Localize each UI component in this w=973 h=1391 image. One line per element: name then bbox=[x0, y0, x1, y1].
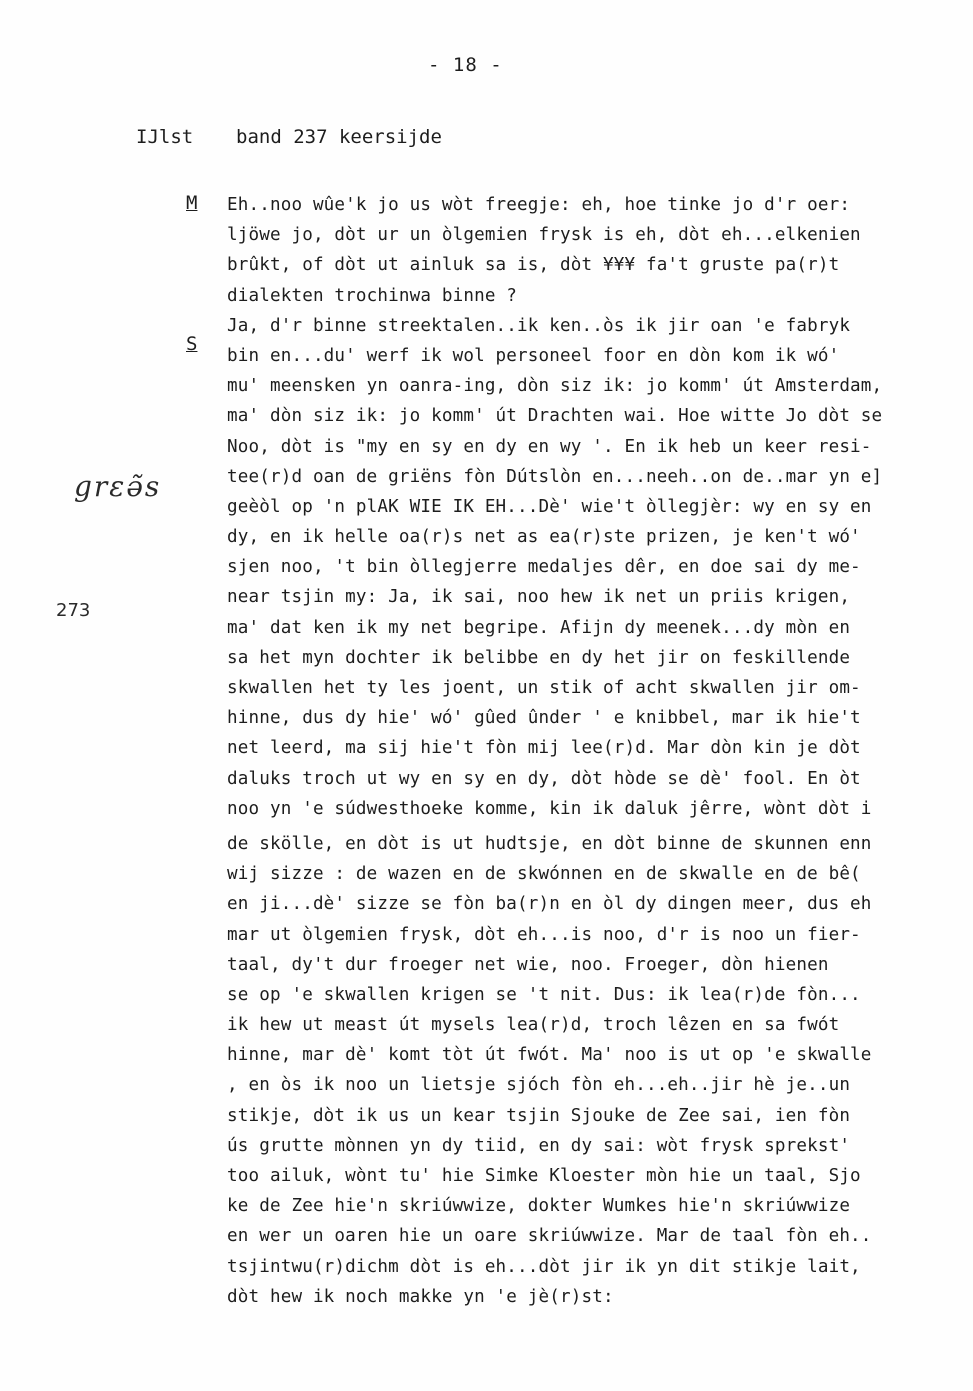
transcript-line: tee(r)d oan de griëns fòn Dútslòn en...neeh..on de..mar yn e] bbox=[227, 466, 883, 487]
transcript-line: brûkt, of dòt ut ainluk sa is, dòt ¥¥¥ fa't gruste pa(r)t bbox=[227, 255, 840, 276]
transcript-line: dòt hew ik noch makke yn 'e jè(r)st: bbox=[227, 1286, 614, 1307]
transcript-line: taal, dy't dur froeger net wie, noo. Froeger, dòn hienen bbox=[227, 954, 829, 975]
transcript-line: en ji...dè' sizze se fòn ba(r)n en òl dy dingen meer, dus eh bbox=[227, 894, 872, 915]
transcript-line: ma' dòn siz ik: jo komm' út Drachten wai. Hoe witte Jo dòt se bbox=[227, 406, 883, 427]
transcript-line: net leerd, ma sij hie't fòn mij lee(r)d. Mar dòn kin je dòt bbox=[227, 738, 861, 759]
transcript-line: too ailuk, wònt tu' hie Simke Kloester mòn hie un taal, Sjo bbox=[227, 1166, 861, 1186]
transcript-line: sjen noo, 't bin òllegjerre medaljes dêr, en doe sai dy me- bbox=[227, 557, 861, 578]
transcript-line: wij sizze : de wazen en de skwónnen en de skwalle en de bê( bbox=[227, 864, 861, 885]
transcript-line: bin en...du' werf ik wol personeel foor en dòn kom ik wó' bbox=[227, 345, 840, 366]
transcript-line: mar ut òlgemien frysk, dòt eh...is noo, d'r is noo un fier- bbox=[227, 924, 861, 945]
transcript-line: hinne, mar dè' komt tòt út fwót. Ma' noo is ut op 'e skwalle bbox=[227, 1045, 872, 1066]
transcript-line: dialekten trochinwa binne ? bbox=[227, 285, 518, 306]
transcript-line: Ja, d'r binne streektalen..ik ken..òs ik jir oan 'e fabryk bbox=[227, 315, 851, 336]
transcript-line: ke de Zee hie'n skriúwwize, dokter Wumkes hie'n skriúwwize bbox=[227, 1196, 851, 1217]
margin-handwritten-word: grεə̃s bbox=[74, 470, 162, 503]
speaker-s-label: S bbox=[186, 333, 198, 355]
transcript-line: en wer un oaren hie un oare skriúwwize. Mar de taal fòn eh.. bbox=[227, 1226, 872, 1247]
transcript-line: tsjintwu(r)dichm dòt is eh...dòt jir ik yn dit stikje lait, bbox=[227, 1256, 861, 1277]
transcript-line: mu' meensken yn oanra-ing, dòn siz ik: jo komm' út Amsterdam, bbox=[227, 376, 883, 397]
transcript-line: noo yn 'e súdwesthoeke komme, kin ik daluk jêrre, wònt dòt i bbox=[227, 798, 872, 819]
transcript-line: hinne, dus dy hie' wó' gûed ûnder ' e knibbel, mar ik hie't bbox=[227, 708, 861, 729]
transcript-line: ma' dat ken ik my net begripe. Afijn dy meenek...dy mòn en bbox=[227, 617, 851, 638]
transcript-line: ljöwe jo, dòt ur un òlgemien frysk is eh, dòt eh...elkenien bbox=[227, 225, 861, 246]
header-band: band 237 keersijde bbox=[236, 126, 442, 148]
transcript-line: ús grutte mònnen yn dy tiid, en dy sai: wòt frysk sprekst' bbox=[227, 1135, 851, 1156]
speaker-m-label: M bbox=[186, 192, 198, 214]
transcript-line: de skölle, en dòt is ut hudtsje, en dòt binne de skunnen enn bbox=[227, 833, 872, 854]
page-number: - 18 - bbox=[428, 54, 503, 76]
transcript-line: stikje, dòt ik us un kear tsjin Sjouke de Zee sai, ien fòn bbox=[227, 1105, 851, 1126]
transcript-body bbox=[227, 190, 967, 1312]
transcript-line: dy, en ik helle oa(r)s net as ea(r)ste prizen, je ken't wó' bbox=[227, 527, 861, 548]
transcript-line: daluks troch ut wy en sy en dy, dòt hòde se dè' fool. En òt bbox=[227, 768, 861, 789]
transcript-line: geèòl op 'n plAK WIE IK EH...Dè' wie't òllegjèr: wy en sy en bbox=[227, 496, 872, 517]
transcript-line: ik hew ut meast út mysels lea(r)d, troch lêzen en sa fwót bbox=[227, 1015, 840, 1036]
transcript-line: near tsjin my: Ja, ik sai, noo hew ik net un priis krigen, bbox=[227, 587, 851, 608]
transcript-line: , en òs ik noo un lietsje sjóch fòn eh...eh..jir hè je..un bbox=[227, 1075, 851, 1096]
transcript-line: Noo, dòt is "my en sy en dy en wy '. En ik heb un keer resi- bbox=[227, 436, 872, 457]
transcript-line: se op 'e skwallen krigen se 't nit. Dus: ik lea(r)de fòn... bbox=[227, 984, 861, 1005]
transcript-line: sa het myn dochter ik belibbe en dy het jir on feskillende bbox=[227, 647, 851, 668]
transcript-line: skwallen het ty les joent, un stik of acht skwallen jir om- bbox=[227, 678, 861, 698]
header-place: IJlst bbox=[136, 126, 194, 148]
transcript-line: Eh..noo wûe'k jo us wòt freegje: eh, hoe tinke jo d'r oer: bbox=[227, 195, 851, 215]
margin-counter-number: 273 bbox=[56, 600, 91, 621]
